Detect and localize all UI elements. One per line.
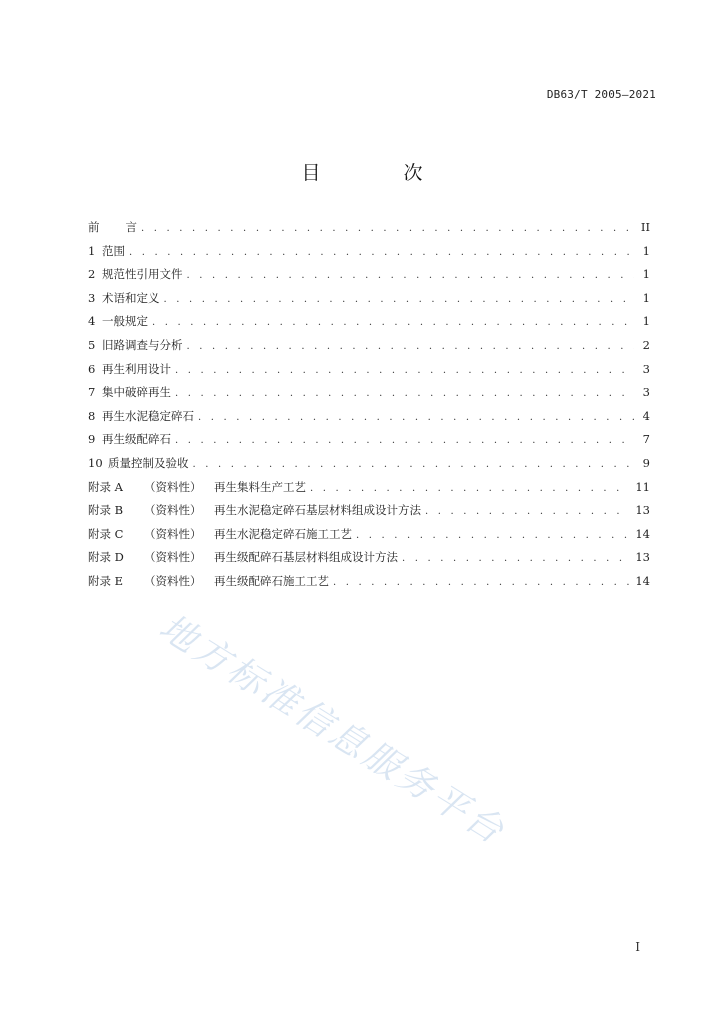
toc-entry-title xyxy=(88,313,148,329)
toc-entry-label: 质量控制及验收 xyxy=(108,455,189,470)
toc-leader-dots xyxy=(175,365,634,376)
toc-entry-label: 术语和定义 xyxy=(102,290,160,305)
toc-entry-category: （资料性） xyxy=(144,526,202,541)
toc-entry-page: 1 xyxy=(642,314,650,329)
toc-entry-label: 再生级配碎石 xyxy=(102,432,171,447)
toc-entry-label: 再生利用设计 xyxy=(102,361,171,376)
toc-entry-label: 旧路调查与分析 xyxy=(102,337,183,352)
toc-entry-title xyxy=(88,502,421,518)
toc-entry-title xyxy=(88,431,171,447)
toc-entry-number: 3 xyxy=(88,290,96,305)
toc-entry-page: 13 xyxy=(635,550,650,565)
toc-entry-title xyxy=(88,219,137,235)
watermark: 地方标准信息服务平台 xyxy=(152,606,513,854)
standard-code: DB63/T 2005—2021 xyxy=(546,88,656,101)
toc-entry[interactable] xyxy=(88,313,650,337)
toc-entry-number: 附录 B xyxy=(88,503,124,518)
toc-entry-label: 再生级配碎石基层材料组成设计方法 xyxy=(214,550,398,565)
toc-entry-title xyxy=(88,573,329,589)
toc-leader-dots xyxy=(198,412,634,423)
toc-entry-number: 1 xyxy=(88,243,96,258)
toc-entry[interactable] xyxy=(88,290,650,314)
toc-leader-dots xyxy=(425,506,629,517)
toc-leader-dots xyxy=(141,223,634,234)
toc-entry-label: 言 xyxy=(125,220,137,234)
toc-entry-label: 再生水泥稳定碎石施工工艺 xyxy=(214,526,352,541)
toc-entry[interactable] xyxy=(88,526,650,550)
toc-entry-page: 2 xyxy=(642,337,650,352)
toc-entry[interactable] xyxy=(88,219,650,243)
toc-entry[interactable] xyxy=(88,361,650,385)
toc-entry-number: 8 xyxy=(88,408,96,423)
toc-entry[interactable] xyxy=(88,549,650,573)
toc-leader-dots xyxy=(402,553,629,564)
toc-entry-title xyxy=(88,526,352,542)
toc-entry[interactable] xyxy=(88,408,650,432)
toc-leader-dots xyxy=(152,317,634,328)
toc-entry-number: 附录 D xyxy=(88,550,124,565)
toc-entry-page: 4 xyxy=(642,408,650,423)
toc-leader-dots xyxy=(333,577,629,588)
toc-entry[interactable] xyxy=(88,266,650,290)
toc-entry-title xyxy=(88,455,189,471)
toc-entry-page: 9 xyxy=(642,455,650,470)
toc-entry-title xyxy=(88,479,306,495)
toc-entry-title xyxy=(88,361,171,377)
toc-entry-category: （资料性） xyxy=(144,550,202,565)
toc-entry-label: 一般规定 xyxy=(102,314,148,329)
toc-entry-page: II xyxy=(640,220,650,234)
toc-entry-title xyxy=(88,549,398,565)
toc-entry-number: 附录 C xyxy=(88,526,124,541)
toc-leader-dots xyxy=(175,435,634,446)
toc-leader-dots xyxy=(175,388,634,399)
toc-entry-page: 3 xyxy=(642,361,650,376)
toc-entry-page: 1 xyxy=(642,290,650,305)
toc-leader-dots xyxy=(187,341,635,352)
toc-entry[interactable] xyxy=(88,384,650,408)
toc-entry-page: 3 xyxy=(642,385,650,400)
toc-leader-dots xyxy=(164,294,635,305)
toc-entry-category: （资料性） xyxy=(144,573,202,588)
toc-entry-category: （资料性） xyxy=(144,503,202,518)
toc-entry[interactable] xyxy=(88,573,650,597)
toc-entry-number: 7 xyxy=(88,385,96,400)
toc-entry-page: 13 xyxy=(635,503,650,518)
toc-entry[interactable] xyxy=(88,243,650,267)
toc-entry-title xyxy=(88,243,125,259)
toc-entry-number: 2 xyxy=(88,267,96,282)
toc-entry-category: （资料性） xyxy=(144,479,202,494)
toc-entry-label: 集中破碎再生 xyxy=(102,385,171,400)
page-number: I xyxy=(635,940,640,954)
toc-entry[interactable] xyxy=(88,337,650,361)
toc-entry-number: 5 xyxy=(88,337,96,352)
toc-entry-title xyxy=(88,384,171,400)
toc-entry-title xyxy=(88,290,160,306)
toc-entry-label: 再生水泥稳定碎石 xyxy=(102,408,194,423)
toc-entry[interactable] xyxy=(88,455,650,479)
toc-entry[interactable] xyxy=(88,431,650,455)
toc-entry-number: 9 xyxy=(88,432,96,447)
toc-entry-number: 前 xyxy=(88,220,100,234)
toc-entry-number: 6 xyxy=(88,361,96,376)
toc-entry[interactable] xyxy=(88,479,650,503)
toc-entry-page: 14 xyxy=(635,573,650,588)
toc-entry-number: 10 xyxy=(88,455,103,470)
toc-leader-dots xyxy=(310,483,629,494)
toc-entry-label: 再生级配碎石施工工艺 xyxy=(214,573,329,588)
toc-entry-label: 规范性引用文件 xyxy=(102,267,183,282)
toc-entry-number: 4 xyxy=(88,314,96,329)
toc-entry-page: 14 xyxy=(635,526,650,541)
toc-entry-title xyxy=(88,266,183,282)
toc-entry-number: 附录 E xyxy=(88,573,124,588)
toc-entry-title xyxy=(88,337,183,353)
toc-leader-dots xyxy=(356,530,629,541)
toc-entry-label: 再生集料生产工艺 xyxy=(214,479,306,494)
toc-entry-number: 附录 A xyxy=(88,479,123,494)
toc-entry[interactable] xyxy=(88,502,650,526)
toc-entry-label: 范围 xyxy=(102,243,125,258)
toc-leader-dots xyxy=(187,270,635,281)
toc-entry-page: 7 xyxy=(642,432,650,447)
toc-leader-dots xyxy=(193,459,635,470)
toc-entry-page: 11 xyxy=(635,479,650,494)
toc-entry-page: 1 xyxy=(642,267,650,282)
toc-entry-page: 1 xyxy=(642,243,650,258)
page-title: 目 次 xyxy=(301,162,455,184)
toc-entry-title xyxy=(88,408,194,424)
toc-entry-label: 再生水泥稳定碎石基层材料组成设计方法 xyxy=(214,503,421,518)
table-of-contents xyxy=(88,219,650,597)
toc-leader-dots xyxy=(129,247,634,258)
